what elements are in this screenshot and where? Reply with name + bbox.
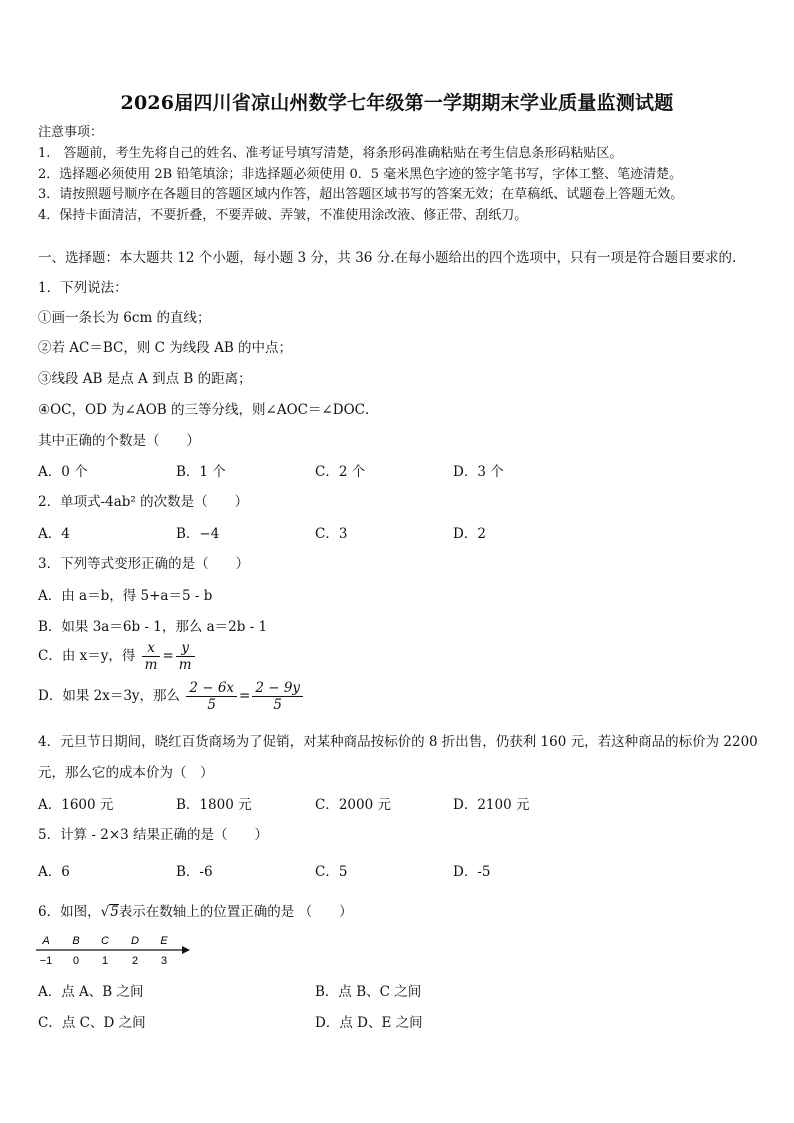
q1-statement-2: ②若 AC＝BC，则 C 为线段 AB 的中点； — [38, 340, 293, 356]
q6-option-c[interactable]: C．点 C、D 之间 — [38, 1015, 146, 1031]
q2-option-b[interactable]: B．−4 — [176, 526, 220, 542]
notes-heading: 注意事项： — [38, 125, 104, 140]
axis-letter: E — [160, 935, 168, 947]
question-4-stem-line2: 元，那么它的成本价为（ ） — [38, 765, 214, 781]
q6-option-a[interactable]: A．点 A、B 之间 — [38, 984, 144, 1000]
axis-number: 3 — [160, 955, 168, 967]
q6-stem-post: 表示在数轴上的位置正确的是 （ ） — [118, 904, 353, 920]
q4-option-a[interactable]: A．1600 元 — [38, 797, 114, 813]
q4-option-d[interactable]: D．2100 元 — [453, 797, 530, 813]
q3-option-d[interactable]: D．如果 2x＝3y，那么 $\frac{2 - 6x}{5}$ = $\frac{2 - 9y}{5}$ — [38, 680, 305, 713]
q3-option-c[interactable]: C．由 x＝y，得 $\frac{x}{m}$ = $\frac{y}{m}$ — [38, 640, 197, 673]
note-item: 2．选择题必须使用 2B 铅笔填涂；非选择题必须使用 0．5 毫米黑色字迹的签字笔书写，字体工整、笔迹清楚。 — [38, 167, 683, 182]
fraction: $\frac{2 - 9y}{5}$ — [252, 680, 303, 713]
fraction: $\frac{2 - 6x}{5}$ — [186, 680, 237, 713]
question-6-stem — [38, 900, 353, 920]
axis-number: 0 — [72, 955, 80, 967]
q2-option-c[interactable]: C．3 — [315, 526, 348, 542]
note-item: 4．保持卡面清洁，不要折叠，不要弄破、弄皱，不准使用涂改液、修正带、刮纸刀。 — [38, 208, 528, 223]
page-title: 2026届四川省凉山州数学七年级第一学期期末学业质量监测试题 — [120, 92, 674, 114]
q1-option-d[interactable]: D．3 个 — [453, 464, 504, 480]
sqrt-symbol: √ — [100, 904, 110, 920]
q2-option-d[interactable]: D．2 — [453, 526, 486, 542]
q5-option-d[interactable]: D．-5 — [453, 864, 491, 880]
q3-option-a[interactable]: A．由 a＝b，得 5+a＝5 - b — [38, 588, 213, 604]
q3-option-d-text: D．如果 2x＝3y，那么 — [38, 688, 181, 704]
q1-ask: 其中正确的个数是（ ） — [38, 433, 200, 449]
q3-option-b[interactable]: B．如果 3a＝6b - 1，那么 a＝2b - 1 — [38, 619, 268, 635]
q1-statement-3: ③线段 AB 是点 A 到点 B 的距离； — [38, 371, 252, 387]
q6-stem-pre: 6．如图， — [38, 904, 101, 920]
question-3-stem: 3．下列等式变形正确的是（ ） — [38, 556, 250, 572]
question-2-stem: 2．单项式-4ab² 的次数是（ ） — [38, 494, 249, 510]
q4-option-c[interactable]: C．2000 元 — [315, 797, 391, 813]
question-4-stem-line1: 4．元旦节日期间，晓红百货商场为了促销，对某种商品按标价的 8 折出售，仍获利 160 元，若这种商品的标价为 2200 — [38, 734, 758, 750]
question-1-stem: 1．下列说法： — [38, 280, 128, 296]
fraction: $\frac{y}{m}$ — [176, 640, 195, 673]
axis-letter: B — [72, 935, 80, 947]
axis-number: 2 — [131, 955, 139, 967]
q6-option-d[interactable]: D．点 D、E 之间 — [315, 1015, 423, 1031]
q1-statement-1: ①画一条长为 6cm 的直线； — [38, 310, 211, 326]
arrowhead-icon — [182, 946, 190, 954]
q1-option-a[interactable]: A．0 个 — [38, 464, 88, 480]
number-line-figure — [36, 930, 196, 970]
q1-option-b[interactable]: B．1 个 — [176, 464, 226, 480]
axis-number: 1 — [101, 955, 109, 967]
axis-letter: C — [101, 935, 109, 947]
q4-option-b[interactable]: B．1800 元 — [176, 797, 252, 813]
section-heading: 一、选择题：本大题共 12 个小题，每小题 3 分，共 36 分.在每小题给出的四个选项中，只有一项是符合题目要求的. — [38, 250, 737, 266]
axis-letter: D — [131, 935, 139, 947]
q5-option-a[interactable]: A．6 — [38, 864, 70, 880]
fraction: $\frac{x}{m}$ — [142, 640, 161, 673]
q3-option-c-text: C．由 x＝y，得 — [38, 648, 136, 664]
question-5-stem: 5．计算 - 2×3 结果正确的是（ ） — [38, 827, 269, 843]
q6-option-b[interactable]: B．点 B、C 之间 — [315, 984, 422, 1000]
q5-option-c[interactable]: C．5 — [315, 864, 348, 880]
q2-option-a[interactable]: A．4 — [38, 526, 70, 542]
q1-option-c[interactable]: C．2 个 — [315, 464, 366, 480]
note-item: 3．请按照题号顺序在各题目的答题区域内作答，超出答题区域书写的答案无效；在草稿纸、试题卷上答题无效。 — [38, 187, 684, 202]
q1-statement-4: ④OC，OD 为∠AOB 的三等分线，则∠AOC＝∠DOC． — [38, 402, 379, 418]
sqrt-radicand: 5 — [110, 904, 119, 920]
axis-letter: A — [42, 935, 50, 947]
q5-option-b[interactable]: B．-6 — [176, 864, 213, 880]
axis-number: −1 — [39, 955, 53, 967]
note-item: 1. 答题前，考生先将自己的姓名、准考证号填写清楚，将条形码准确粘贴在考生信息条形码粘贴区。 — [38, 146, 623, 161]
